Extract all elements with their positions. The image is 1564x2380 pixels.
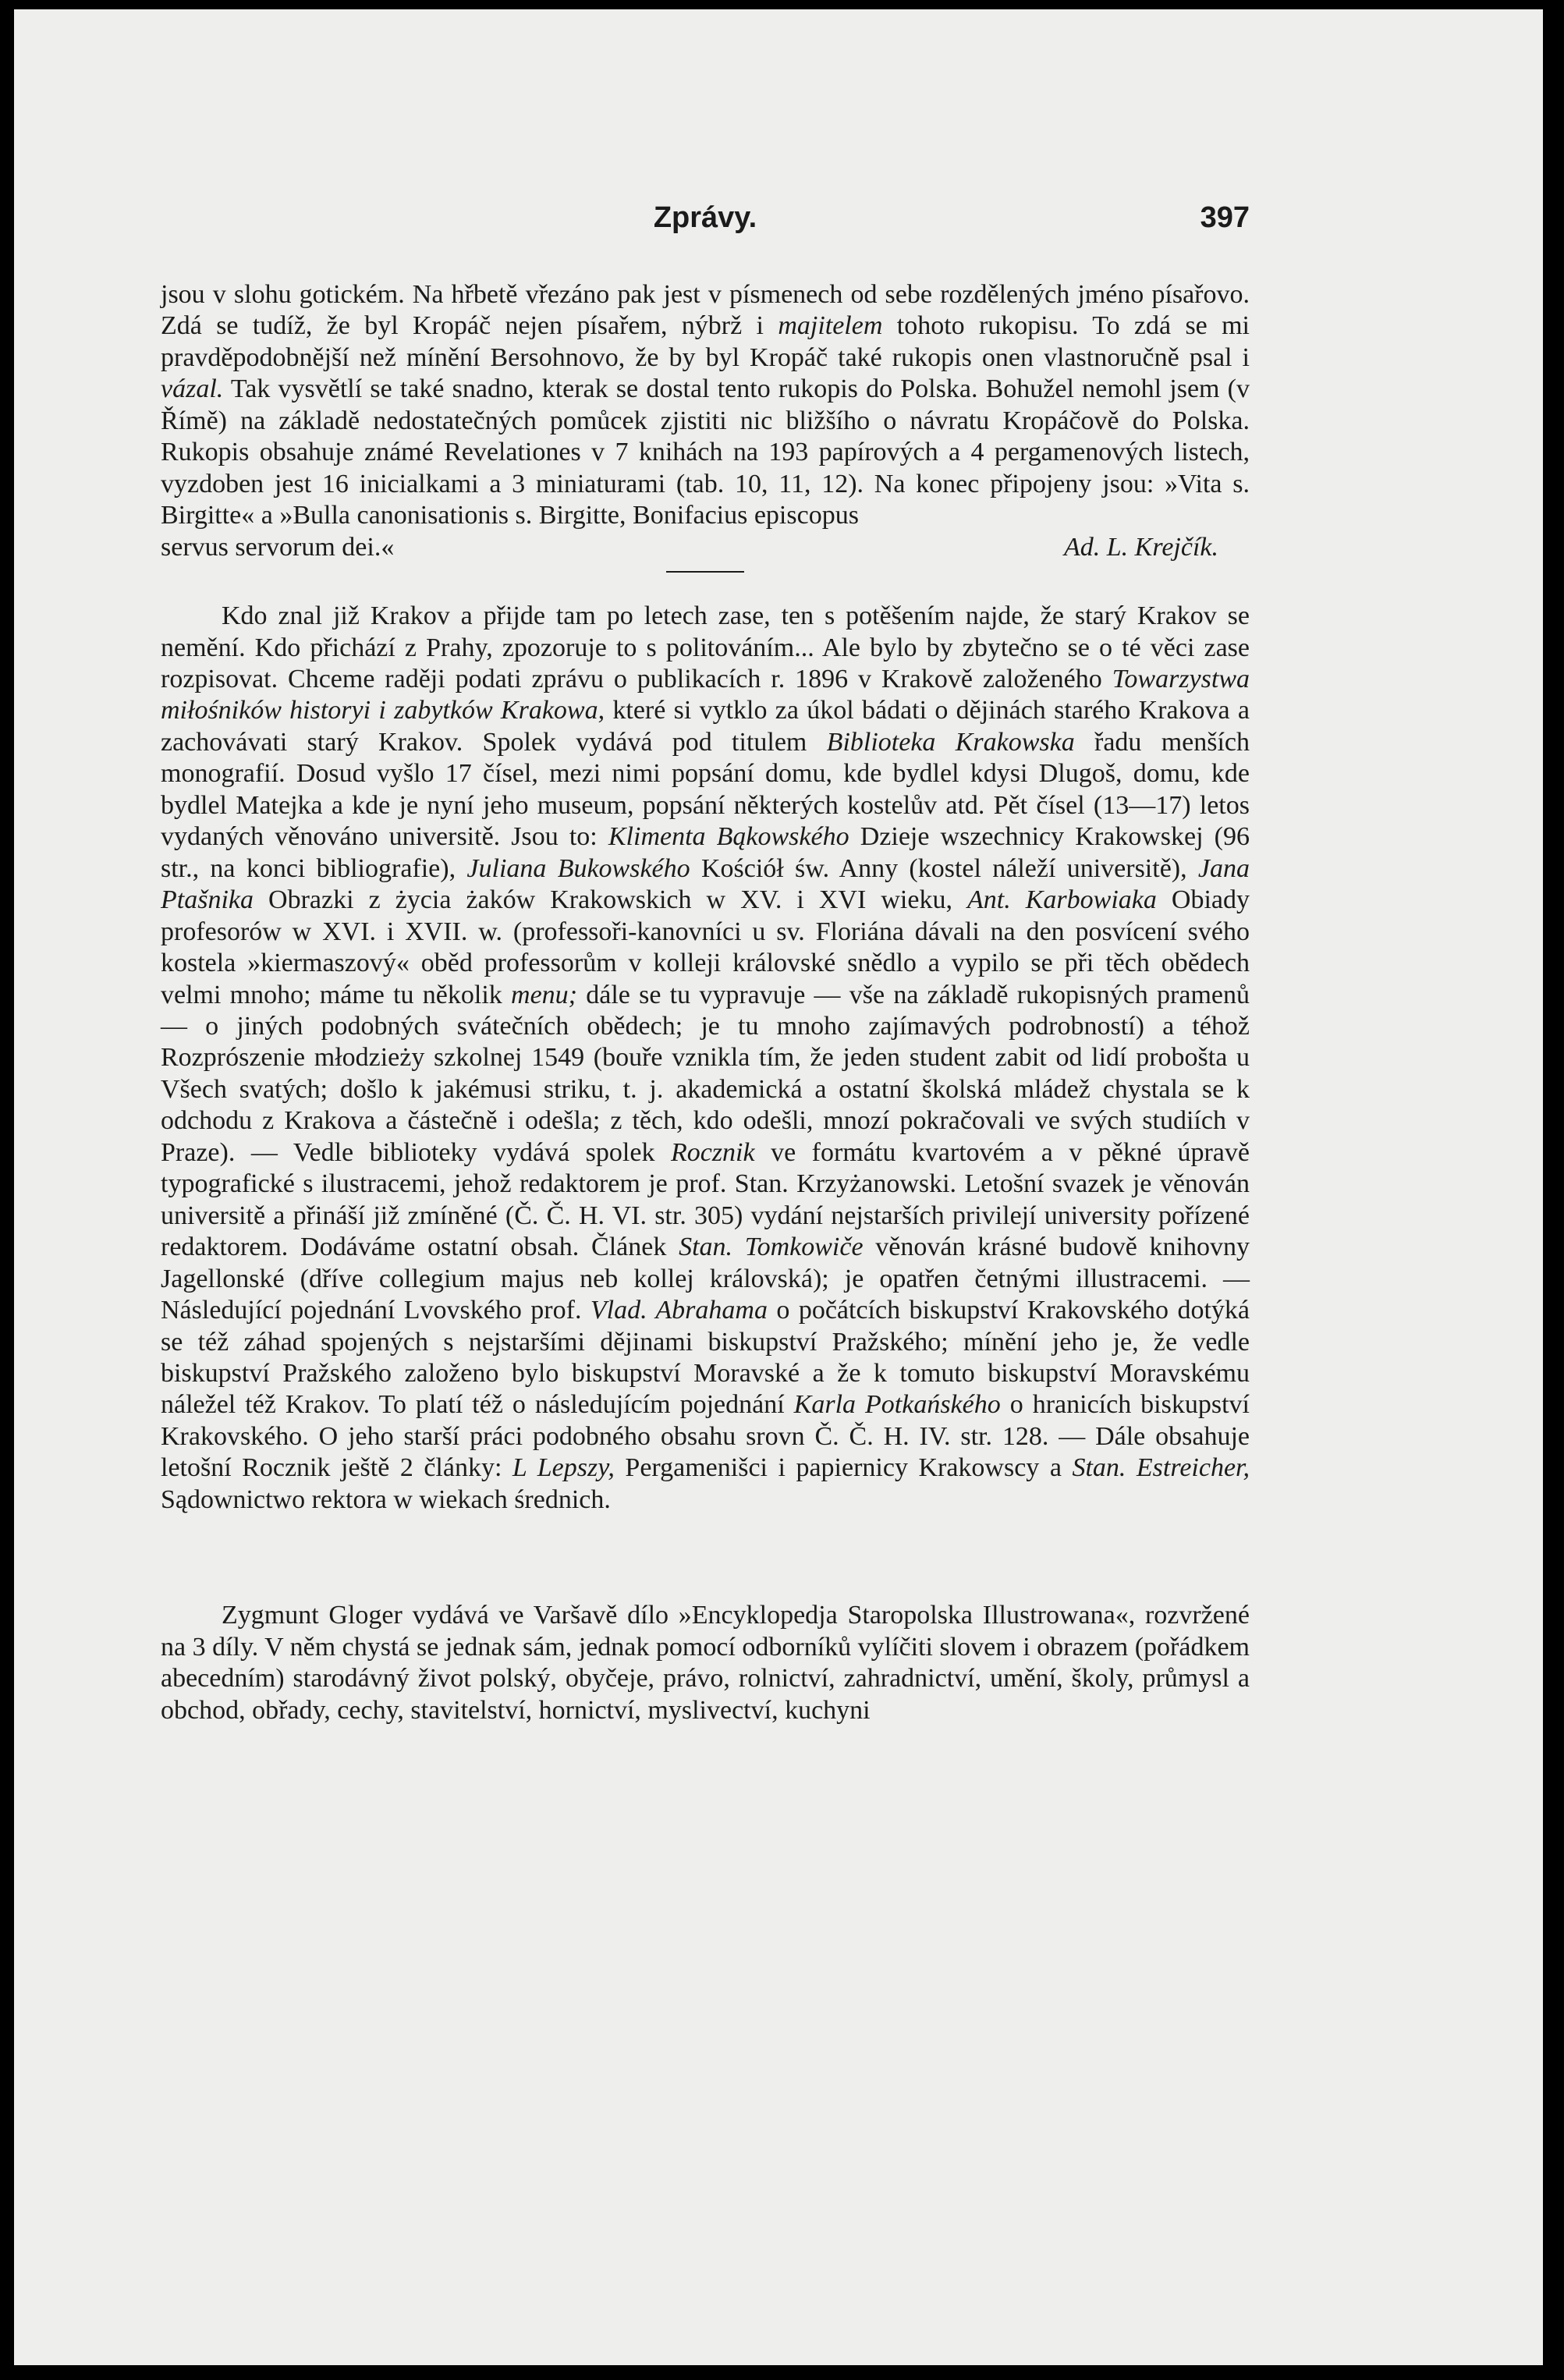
emphasis: Vlad. Abrahama [590, 1296, 768, 1325]
author-signature: Ad. L. Krejčík. [1064, 532, 1218, 562]
article-body [161, 279, 1250, 1726]
text-run: řadu menších monografií. Dosud vyšlo 17 čísel, mezi nimi popsání domu, kde bydlel kdysi Dlugoš, domu, kde bydlel Matejka a kde je nyní jeho museum, popsání některých kostelův atd. Pět čísel (13—17) letos vydaných věnováno universitě. Jsou to: [161, 727, 1250, 852]
paragraph-gloger [161, 1600, 1250, 1726]
emphasis: Karla Potkańského [793, 1390, 1001, 1420]
text-run: Pergamenišci i papiernicy Krakowscy a [614, 1453, 1073, 1483]
text-run: Kdo znal již Krakov a přijde tam po letech zase, ten s potěšením najde, že starý Krakov se nemění. Kdo přichází z Prahy, zpozoruje to s politováním... Ale bylo by zbytečno se o té věci zase rozpisovat. Chceme raději podati zprávu o publikacích r. 1896 v Krakově založeného [161, 601, 1250, 693]
emphasis: vázal. [161, 374, 224, 404]
text-run: věnován krásné budově knihovny Jagellonské (dříve collegium majus neb kollej královská); je opatřen četnými illustracemi. — Následující pojednání Lvovského prof. [161, 1233, 1250, 1325]
emphasis: Towarzystwa miłośników historyi i zabytków Krakowa, [161, 664, 1250, 725]
text-run: Obiady profesorów w XVI. i XVII. w. (professoři-kanovníci u sv. Floriána dávali na den posvícení svého kostela »kiermaszový« oběd professorům v kolleji královské snědlo a vypilo se při těch obědech velmi mnoho; máme tu několik [161, 885, 1250, 1009]
text-run: o počátcích biskupství Krakovského dotýká se též záhad spojených s nejstaršími dějinami biskupství Pražského; mínění jeho je, že vedle biskupství Pražského založeno bylo biskupství Moravské a že k tomuto biskupství Moravskému náležel též Krakov. To platí též o následujícím pojednání [161, 1296, 1250, 1420]
emphasis: Ant. Karbowiaka [966, 885, 1157, 915]
emphasis: Stan. Tomkowiče [679, 1233, 864, 1262]
emphasis: Rocznik [670, 1137, 755, 1167]
page-number: 397 [1200, 201, 1250, 234]
text-run: Dzieje wszechnicy Krakowskej (96 str., na konci bibliografie), [161, 822, 1250, 883]
emphasis: Jana Ptašnika [161, 853, 1250, 915]
emphasis: Juliana Bukowského [466, 853, 690, 883]
running-title: Zprávy. [653, 201, 757, 234]
signature-line [161, 532, 1250, 563]
text-run: Zygmunt Gloger vydává ve Varšavě dílo »Encyklopedja Staropolska Illustrowana«, rozvržené na 3 díly. V něm chystá se jednak sám, jednak pomocí odborníků vylíčiti slovem i obrazem (pořádkem abecedním) starodávný život polský, obyčeje, právo, rolnictví, zahradnictví, umění, školy, průmysl a obchod, obřady, cechy, stavitelství, hornictví, myslivectví, kuchyni [161, 1601, 1250, 1725]
text-run: Tak vysvětlí se také snadno, kterak se dostal tento rukopis do Polska. Bohužel nemohl jsem (v Římě) na základě nedostatečných pomůcek zjistiti nic bližšího o návratu Kropáčově do Polska. Rukopis obsahuje známé Revelationes v 7 knihách na 193 papírových a 4 pergamenových listech, vyzdoben jest 16 inicialkami a 3 miniaturami (tab. 10, 11, 12). Na konec připojeny jsou: »Vita s. Birgitte« a »Bulla canonisationis s. Birgitte, Bonifacius episcopus [161, 374, 1250, 530]
closing-text: servus servorum dei.« [161, 532, 395, 562]
paragraph-krakow [161, 601, 1250, 1516]
emphasis: L Lepszy, [512, 1453, 615, 1483]
page-header [161, 201, 1250, 248]
emphasis: Stan. Estreicher, [1072, 1453, 1250, 1483]
section-divider [666, 571, 744, 573]
text-run: Sądownictwo rektora w wiekach średnich. [161, 1484, 611, 1514]
emphasis: majitelem [778, 311, 883, 341]
text-run: dále se tu vypravuje — vše na základě rukopisných pramenů — o jiných podobných svátečních obědech; je tu mnoho zajímavých podrobností) a téhož Rozprószenie młodzieży szkolnej 1549 (bouře vznikla tím, že jeden student zabit od lidí probošta u Všech svatých; došlo k jakémusi striku, t. j. akademická a ostatní školská mládež chystala se k odchodu z Krakova a částečně i odešla; z těch, kdo odešli, mnozí pokračovali ve svých studiích v Praze). — Vedle biblioteky vydává spolek [161, 980, 1250, 1167]
text-run: Obrazki z życia żaków Krakowskich w XV. i XVI wieku, [253, 885, 967, 915]
text-run: jsou v slohu gotickém. Na hřbetě vřezáno pak jest v písmenech od sebe rozdělených jméno písařovo. Zdá se tudíž, že byl Kropáč nejen písařem, nýbrž i [161, 280, 1250, 341]
text-run: ve formátu kvartovém a v pěkné úpravě typografické s ilustracemi, jehož redaktorem je prof. Stan. Krzyżanowski. Letošní svazek je věnován universitě a přináší již zmíněné (Č. Č. H. VI. str. 305) vydání nejstarších privilejí university pořízené redaktorem. Dodáváme ostatní obsah. Článek [161, 1137, 1250, 1262]
text-run: které si vytklo za úkol bádati o dějinách starého Krakova a zachovávati starý Krakov. Spolek vydává pod titulem [161, 696, 1250, 757]
text-run: Kościół św. Anny (kostel náleží universitě), [690, 853, 1198, 883]
text-run: o hranicích biskupství Krakovského. O jeho starší práci podobného obsahu srovn Č. Č. H. IV. str. 128. — Dále obsahuje letošní Rocznik ještě 2 články: [161, 1390, 1250, 1483]
emphasis: menu; [511, 980, 577, 1009]
paragraph-continuation [161, 279, 1250, 532]
emphasis: Klimenta Bąkowského [608, 822, 849, 852]
emphasis: Biblioteka Krakowska [826, 727, 1075, 757]
text-run: tohoto rukopisu. To zdá se mi pravděpodobnější než mínění Bersohnovo, že by byl Kropáč také rukopis onen vlastnoručně psal i [161, 311, 1250, 372]
